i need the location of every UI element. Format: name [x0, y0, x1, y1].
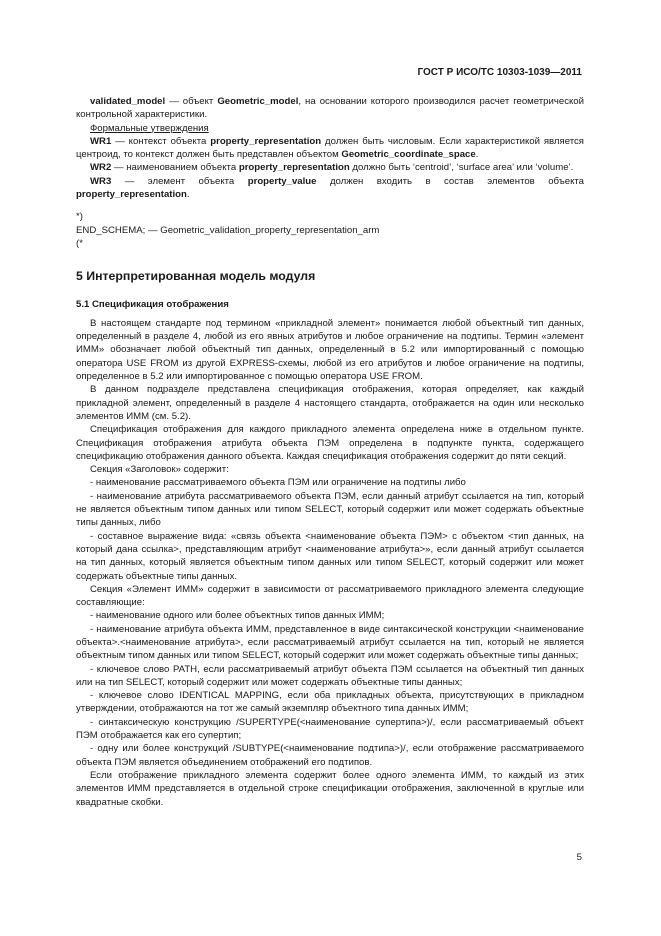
validated-model-definition: validated_model — объект Geometric_model, на основании которого производился расчет геометрической контрольной характеристики.	[76, 96, 585, 121]
wr2-rule: WR2 — наименованием объекта property_representation должно быть ‘centroid’, ‘surface area’ или ‘volume’.	[90, 162, 574, 174]
list-item: - наименование одного или более объектных типов данных ИММ;	[90, 610, 385, 622]
formal-statements-title: Формальные утверждения	[90, 122, 209, 134]
list-item: - наименование атрибута объекта ИММ, представленное в виде синтаксической конструкции <наименование объекта>.<наименование атрибута>, если рассматриваемый атрибут ссылается на тип, который не является объектным типом данных или типом SELECT, который содержит или может содержать объектные типы данных;	[76, 623, 584, 662]
paragraph: В данном подразделе представлена спецификация отображения, которая определяет, как каждый прикладной элемент, определенный в разделе 4 настоящего стандарта, отображается на один или несколько элементов ИММ (см. 5.2).	[76, 384, 584, 422]
page-number: 5	[576, 852, 582, 863]
list-item: - наименование атрибута рассматриваемого объекта ПЭМ, если данный атрибут ссылается на тип, который не является объектным типом данных или типом SELECT, который содержит или может содержать объектные типы данных, либо	[76, 490, 584, 529]
paragraph: В настоящем стандарте под термином «прикладной элемент» понимается любой объектный тип данных, определенный в разделе 4, любой из его явных атрибутов и любое ограничение на подтипы. Термин «элемент ИММ» обозначает любой объектный тип данных, определенный в 5.2 или импортированный с помощью оператора USE FROM из другой EXPRESS-схемы, любой из его атрибутов и любое ограничение на подтипы, определенное в 5.2 или импортированное с помощью оператора USE FROM.	[76, 317, 584, 383]
document-header: ГОСТ Р ИСО/ТС 10303-1039—2011	[417, 67, 582, 78]
list-item: - ключевое слово PATH, если рассматриваемый атрибут объекта ПЭМ ссылается на объектный тип данных или на тип SELECT, который содержит или может содержать объектные типы данных;	[76, 663, 584, 688]
paragraph: Спецификация отображения для каждого прикладного элемента определена ниже в отдельном пункте. Спецификация отображения атрибута объекта ПЭМ определена в подпункте пункта, содержащего спецификацию отображения данного объекта. Каждая спецификация отображения содержит до пяти секций.	[76, 424, 584, 462]
code-line: *)	[76, 211, 83, 223]
express-code-block	[76, 210, 584, 250]
wr1-rule: WR1 — контекст объекта property_representation должен быть числовым. Если характеристикой является центроид, то контекст должен быть представлен объектом Geometric_coordinate_space.	[76, 135, 584, 161]
code-line: (*	[76, 237, 83, 249]
list-item: - синтаксическую конструкцию /SUPERTYPE(<наименование супертипа>)/, если рассматриваемый объект ПЭМ отображается как его супертип;	[76, 716, 584, 742]
paragraph: Если отображение прикладного элемента содержит более одного элемента ИММ, то каждый из этих элементов ИММ представляется в отдельной строке спецификации отображения, заключенной в круглые или квадратные скобки.	[76, 769, 584, 808]
subsection-title: 5.1 Спецификация отображения	[76, 298, 229, 310]
wr3-rule: WR3 — элемент объекта property_value должен входить в состав элементов объекта property_representation.	[76, 175, 584, 201]
page-body	[76, 95, 584, 809]
list-item: - наименование рассматриваемого объекта ПЭМ или ограничение на подтипы либо	[90, 477, 466, 489]
paragraph: Секция «Элемент ИММ» содержит в зависимости от рассматриваемого прикладного элемента следующие составляющие:	[76, 583, 584, 609]
list-item: - ключевое слово IDENTICAL MAPPING, если оба прикладных объекта, присутствующих в прикладном утверждении, отображаются на тот же самый экземпляр объектного типа данных ИММ;	[76, 690, 584, 715]
section-title: 5 Интерпретированная модель модуля	[76, 269, 316, 284]
code-line: END_SCHEMA; — Geometric_validation_property_representation_arm	[76, 224, 380, 236]
paragraph: Секция «Заголовок» содержит:	[90, 464, 229, 476]
list-item: - составное выражение вида: «связь объекта <наименование объекта ПЭМ> с объектом <тип данных, на который дана ссылка>, представляющим атрибут <наименование атрибута>», если данный атрибут ссылается на тип данных, который является объектным типом данных или типом SELECT, который содержит или может содержать объектные типы данных.	[76, 530, 584, 582]
list-item: - одну или более конструкций /SUBTYPE(<наименование подтипа>)/, если отображение рассматриваемого объекта ПЭМ является объединением отображений его подтипов.	[76, 743, 584, 768]
